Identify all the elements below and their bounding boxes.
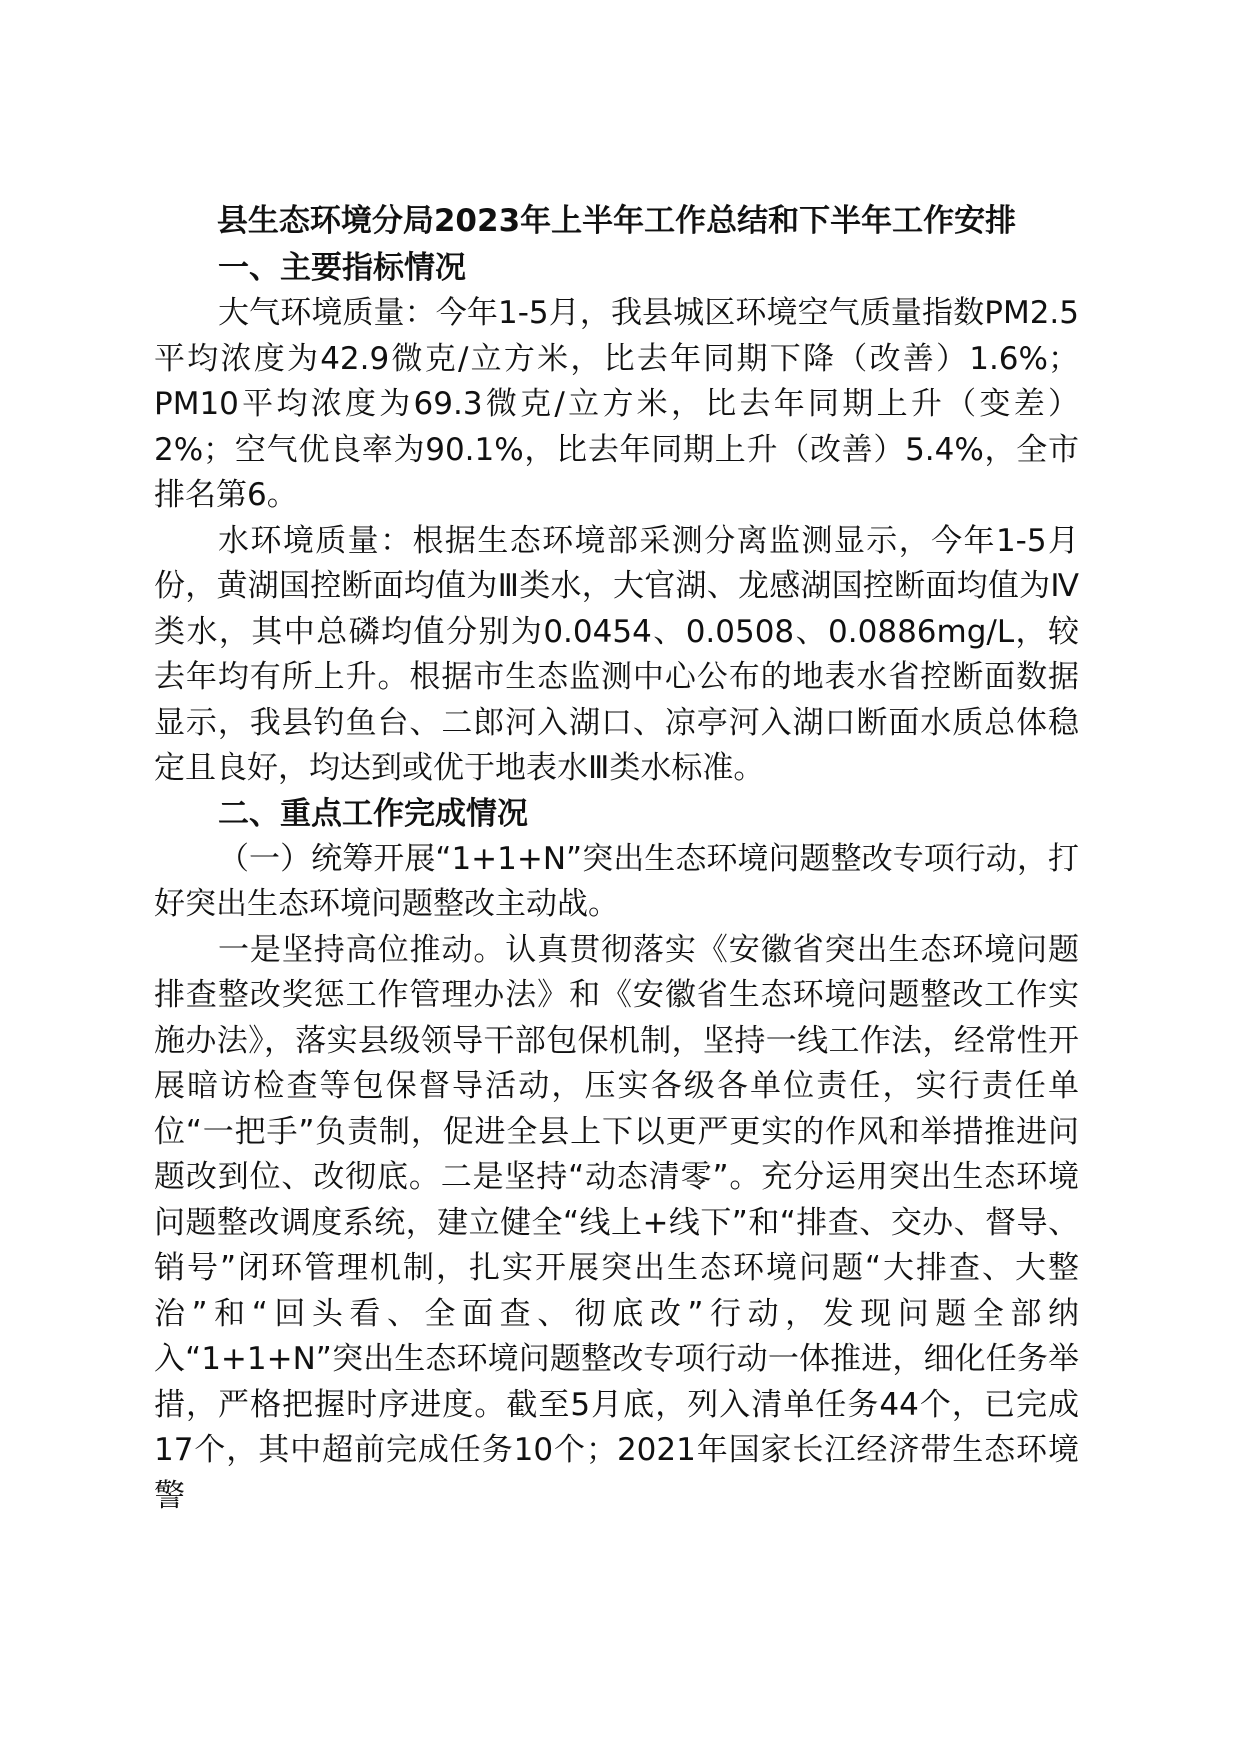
paragraph-subsection-one: （一）统筹开展“1+1+N”突出生态环境问题整改专项行动，打好突出生态环境问题整改主动战。 — [154, 840, 1079, 922]
paragraph-air-quality: 大气环境质量：今年1-5月，我县城区环境空气质量指数PM2.5平均浓度为42.9微克/立方米，比去年同期下降（改善）1.6%；PM10平均浓度为69.3微克/立方米，比去年同期上升（变差）2%；空气优良率为90.1%，比去年同期上升（改善）5.4%，全市排名第6。 — [154, 295, 1079, 513]
section-heading-key-work: 二、重点工作完成情况 — [218, 795, 528, 832]
document-title: 县生态环境分局2023年上半年工作总结和下半年工作安排 — [216, 203, 1017, 239]
section-heading-main-indicators: 一、主要指标情况 — [218, 250, 466, 286]
paragraph-water-quality: 水环境质量：根据生态环境部采测分离监测显示，今年1-5月份，黄湖国控断面均值为Ⅲ类水，大官湖、龙感湖国控断面均值为Ⅳ类水，其中总磷均值分别为0.0454、0.0508、0.0886mg/L，较去年均有所上升。根据市生态监测中心公布的地表水省控断面数据显示，我县钓鱼台、二郎河入湖口、凉亭河入湖口断面水质总体稳定且良好，均达到或优于地表水Ⅲ类水标准。 — [154, 522, 1079, 786]
document-body — [154, 196, 1079, 1519]
paragraph-work-details: 一是坚持高位推动。认真贯彻落实《安徽省突出生态环境问题排查整改奖惩工作管理办法》和《安徽省生态环境问题整改工作实施办法》，落实县级领导干部包保机制，坚持一线工作法，经常性开展暗访检查等包保督导活动，压实各级各单位责任，实行责任单位“一把手”负责制，促进全县上下以更严更实的作风和举措推进问题改到位、改彻底。二是坚持“动态清零”。充分运用突出生态环境问题整改调度系统，建立健全“线上+线下”和“排查、交办、督导、销号”闭环管理机制，扎实开展突出生态环境问题“大排查、大整治”和“回头看、全面查、彻底改”行动，发现问题全部纳入“1+1+N”突出生态环境问题整改专项行动一体推进，细化任务举措，严格把握时序进度。截至5月底，列入清单任务44个，已完成17个，其中超前完成任务10个；2021年国家长江经济带生态环境警 — [154, 931, 1079, 1514]
